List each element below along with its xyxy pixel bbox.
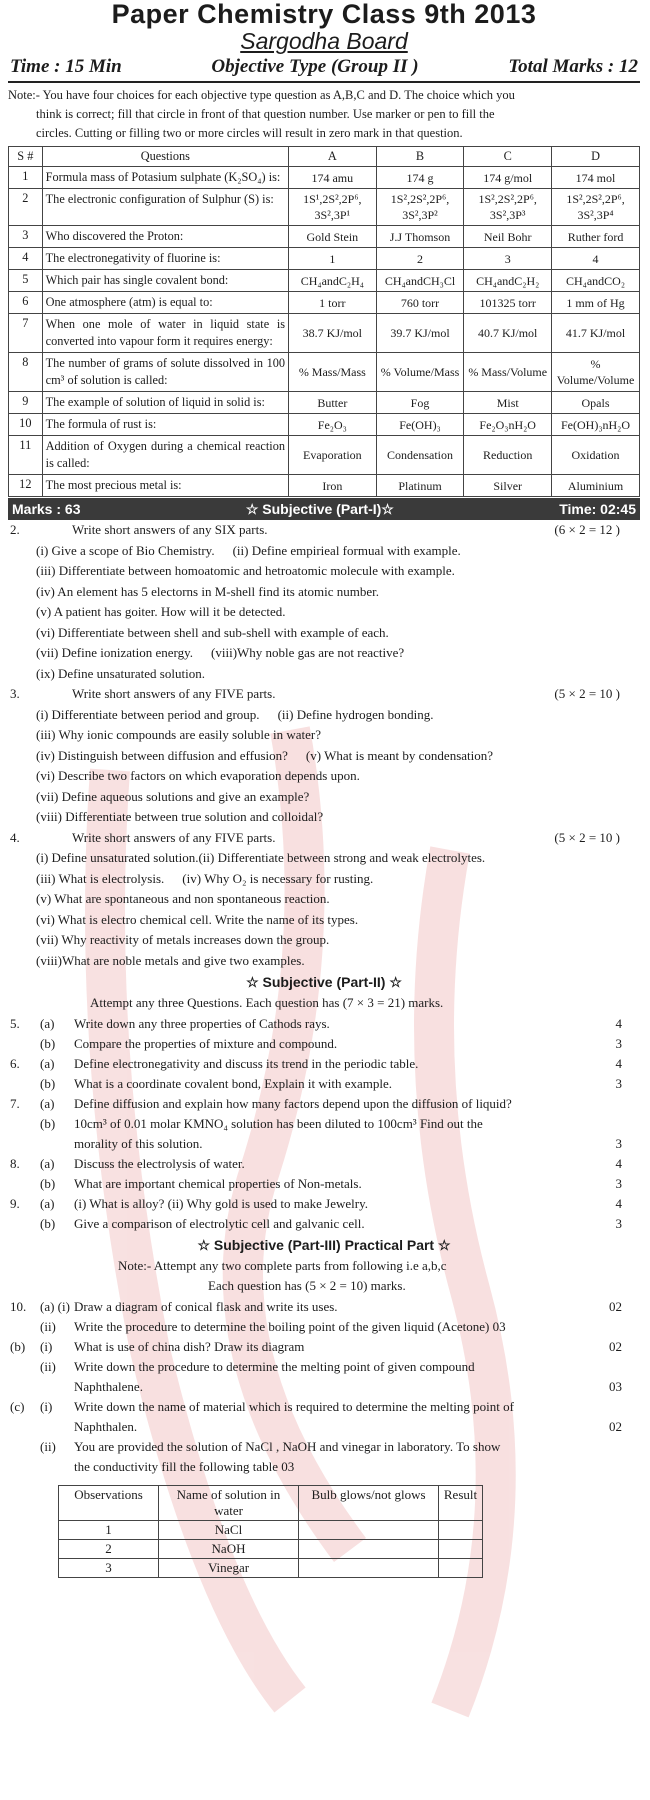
question-text: morality of this solution. — [74, 1135, 203, 1151]
question-sub: (a) — [40, 1015, 55, 1031]
question-number: 2. — [10, 522, 20, 537]
question-marks: 3 — [615, 1175, 622, 1191]
observation-number: 1 — [59, 1520, 159, 1539]
short-questions — [8, 520, 640, 971]
option-b: 174 g — [376, 167, 464, 189]
option-b: Fe(OH)₃ — [376, 414, 464, 436]
obs-col-header: Result — [439, 1485, 483, 1520]
question-text: 10cm³ of 0.01 molar KMNO₄ solution has been diluted to 100cm³ Find out the — [74, 1115, 483, 1131]
col-header: B — [376, 147, 464, 167]
option-c: 1S²,2S²,2P⁶, 3S²,3P³ — [464, 189, 552, 226]
short-question-part: (iv) An element has 5 electorns in M-shell find its atomic number. — [36, 583, 379, 599]
question-sub: (b) — [40, 1035, 56, 1051]
short-question-part: (iv) Distinguish between diffusion and effusion? — [36, 747, 288, 763]
total-marks: Total Marks : 12 — [508, 56, 638, 77]
subjective-part1-bar — [8, 498, 640, 520]
question-sub: (i) — [40, 1338, 53, 1354]
option-a: 38.7 KJ/mol — [289, 314, 377, 353]
option-b: 1S²,2S²,2P⁶, 3S²,3P² — [376, 189, 464, 226]
question-sub — [40, 1134, 74, 1154]
question-marks — [600, 1457, 640, 1477]
option-c: Neil Bohr — [464, 226, 552, 248]
short-question-part: (ii) Define hydrogen bonding. — [277, 706, 434, 722]
option-c: 174 g/mol — [464, 167, 552, 189]
option-a: 174 amu — [289, 167, 377, 189]
long-question-line — [8, 1034, 640, 1054]
question-sub: (a) — [40, 1155, 55, 1171]
question-marks: 02 — [609, 1298, 622, 1314]
option-a: Butter — [289, 392, 377, 414]
short-question-part: (iii) Why ionic compounds are easily soluble in water? — [36, 727, 321, 742]
question-sub: (b) — [40, 1215, 56, 1231]
objective-row — [9, 392, 640, 414]
short-question-part: (vii) Define aqueous solutions and give an example? — [36, 788, 310, 804]
option-a: Iron — [289, 475, 377, 497]
long-question-line — [8, 1337, 640, 1357]
short-question-line — [8, 787, 640, 808]
option-d: Oxidation — [552, 436, 640, 475]
short-question-header — [8, 684, 640, 705]
short-question-line — [8, 889, 640, 910]
short-question-line — [8, 807, 640, 828]
question-marks — [600, 1114, 640, 1134]
short-question-line — [8, 725, 640, 746]
question-text: The number of grams of solute dissolved in 100 cm³ of solution is called: — [42, 353, 288, 392]
objective-row — [9, 414, 640, 436]
question-text: When one mole of water in liquid state is converted into vapour form it requires energy: — [42, 314, 288, 353]
observation-row — [59, 1520, 483, 1539]
long-question-line — [8, 1457, 640, 1477]
question-marks: 3 — [615, 1135, 622, 1151]
long-question-line — [8, 1094, 640, 1114]
question-marks: (5 × 2 = 10 ) — [554, 829, 620, 845]
question-marks — [600, 1437, 640, 1457]
result-cell — [439, 1520, 483, 1539]
long-question-line — [8, 1174, 640, 1194]
short-question-part: (iii) Differentiate between homoatomic and hetroatomic molecule with example. — [36, 563, 455, 578]
short-question-part: (viii) Differentiate between true solution and colloidal? — [36, 809, 324, 824]
subjective-marks: Marks : 63 — [12, 501, 81, 517]
solution-name: Vinegar — [159, 1558, 299, 1577]
option-b: CH₄andCH₃Cl — [376, 270, 464, 292]
observation-header-row — [59, 1485, 483, 1520]
option-d: 4 — [552, 248, 640, 270]
objective-table — [8, 146, 640, 497]
result-cell — [439, 1558, 483, 1577]
short-question-line — [8, 910, 640, 931]
obs-col-header: Bulb glows/not glows — [299, 1485, 439, 1520]
objective-row — [9, 292, 640, 314]
short-question-line — [8, 602, 640, 623]
subjective-time: Time: 02:45 — [559, 501, 636, 517]
option-c: % Mass/Volume — [464, 353, 552, 392]
question-marks: 03 — [609, 1378, 622, 1394]
question-number: 10 — [9, 414, 43, 436]
question-number: 3 — [9, 226, 43, 248]
col-header: A — [289, 147, 377, 167]
question-text: One atmosphere (atm) is equal to: — [42, 292, 288, 314]
question-number: 5 — [9, 270, 43, 292]
option-c: 3 — [464, 248, 552, 270]
question-number: 6. — [10, 1055, 20, 1071]
short-question-line — [8, 766, 640, 787]
part2-title: ☆ Subjective (Part-II) ☆ — [246, 974, 402, 990]
short-question-part: (ii) Define empirieal formual with example. — [232, 542, 461, 558]
solution-name: NaOH — [159, 1539, 299, 1558]
observation-number: 2 — [59, 1539, 159, 1558]
option-d: Fe(OH)₃nH₂O — [552, 414, 640, 436]
question-marks — [600, 1397, 640, 1417]
observation-row — [59, 1539, 483, 1558]
short-question-line — [8, 705, 640, 726]
col-header: C — [464, 147, 552, 167]
question-text: Naphthalene. — [74, 1378, 143, 1394]
question-sub: (b) — [40, 1115, 56, 1131]
option-c: 40.7 KJ/mol — [464, 314, 552, 353]
option-d: 1 mm of Hg — [552, 292, 640, 314]
question-number: 4. — [10, 829, 20, 845]
option-b: Condensation — [376, 436, 464, 475]
part2-questions — [8, 1014, 640, 1234]
short-question-part: (ix) Define unsaturated solution. — [36, 665, 205, 681]
question-number — [8, 1417, 40, 1437]
question-instruction: Write short answers of any SIX parts. — [72, 522, 268, 537]
question-sub — [40, 1377, 74, 1397]
long-question-line — [8, 1054, 640, 1074]
option-d: Opals — [552, 392, 640, 414]
short-question-header — [8, 520, 640, 541]
question-sub: (a) — [40, 1055, 55, 1071]
question-number: 5. — [10, 1015, 20, 1031]
question-number: 9 — [9, 392, 43, 414]
long-question-line — [8, 1114, 640, 1134]
question-text: (i) What is alloy? (ii) Why gold is used to make Jewelry. — [74, 1195, 368, 1211]
part2-instruction: Attempt any three Questions. Each question has (7 × 3 = 21) marks. — [90, 995, 444, 1010]
question-sub: (a) — [40, 1095, 55, 1111]
option-a: 1 torr — [289, 292, 377, 314]
short-question-part: (iii) What is electrolysis. — [36, 870, 165, 886]
question-text: Formula mass of Potasium sulphate (K₂SO₄) is: — [42, 167, 288, 189]
question-marks: (5 × 2 = 10 ) — [554, 686, 620, 701]
solution-name: NaCl — [159, 1520, 299, 1539]
question-number — [8, 1317, 40, 1337]
short-question-line — [8, 643, 640, 664]
option-d: 41.7 KJ/mol — [552, 314, 640, 353]
long-question-line — [8, 1074, 640, 1094]
option-b: 39.7 KJ/mol — [376, 314, 464, 353]
long-question-line — [8, 1154, 640, 1174]
short-question-part: (i) Differentiate between period and group. — [36, 706, 260, 722]
col-header: S # — [9, 147, 43, 167]
question-text: Write the procedure to determine the boiling point of the given liquid (Acetone) 03 — [74, 1318, 506, 1334]
question-text: Give a comparison of electrolytic cell and galvanic cell. — [74, 1215, 365, 1231]
subjective-part1-title: ☆ Subjective (Part-I)☆ — [245, 500, 394, 517]
col-header: D — [552, 147, 640, 167]
observation-table — [58, 1485, 483, 1578]
objective-row — [9, 270, 640, 292]
part3-note: Note:- Attempt any two complete parts from following i.e a,b,c — [118, 1257, 447, 1273]
option-d: 1S²,2S²,2P⁶, 3S²,3P⁴ — [552, 189, 640, 226]
question-number: 4 — [9, 248, 43, 270]
question-sub: (ii) — [40, 1358, 56, 1374]
short-question-line — [8, 582, 640, 603]
question-sub: (b) — [40, 1175, 56, 1191]
question-text: What are important chemical properties of Non-metals. — [74, 1175, 362, 1191]
question-number: 11 — [9, 436, 43, 475]
question-text: Naphthalen. — [74, 1418, 138, 1434]
result-cell — [439, 1539, 483, 1558]
question-marks: 3 — [615, 1215, 622, 1231]
question-text: Which pair has single covalent bond: — [42, 270, 288, 292]
short-question-line — [8, 541, 640, 562]
paper-type: Objective Type (Group II ) — [211, 56, 419, 77]
question-number — [8, 1174, 40, 1194]
question-text: Write down the name of material which is required to determine the melting point of — [74, 1398, 514, 1414]
question-text: You are provided the solution of NaCl , NaOH and vinegar in laboratory. To show — [74, 1438, 501, 1454]
question-text: The example of solution of liquid in solid is: — [42, 392, 288, 414]
long-question-line — [8, 1317, 640, 1337]
option-d: Ruther ford — [552, 226, 640, 248]
short-question-part: (i) Define unsaturated solution.(ii) Differentiate between strong and weak electrolytes. — [36, 850, 486, 865]
bulb-cell — [299, 1558, 439, 1577]
question-marks — [600, 1317, 640, 1337]
objective-row — [9, 436, 640, 475]
bulb-cell — [299, 1539, 439, 1558]
question-number — [8, 1457, 40, 1477]
objective-row — [9, 314, 640, 353]
option-b: J.J Thomson — [376, 226, 464, 248]
objective-row — [9, 248, 640, 270]
option-c: Reduction — [464, 436, 552, 475]
note-line: think is correct; fill that circle in front of that question number. Use marker or pen to fill the — [36, 107, 495, 121]
question-text: What is a coordinate covalent bond, Explain it with example. — [74, 1075, 393, 1091]
question-text: Define electronegativity and discuss its trend in the periodic table. — [74, 1055, 419, 1071]
objective-row — [9, 189, 640, 226]
option-a: Evaporation — [289, 436, 377, 475]
observation-table-body — [59, 1520, 483, 1577]
question-marks: 02 — [609, 1338, 622, 1354]
option-c: 101325 torr — [464, 292, 552, 314]
question-number: 7 — [9, 314, 43, 353]
question-marks: 3 — [615, 1035, 622, 1051]
question-text: Addition of Oxygen during a chemical reaction is called: — [42, 436, 288, 475]
long-question-line — [8, 1397, 640, 1417]
question-text: the conductivity fill the following table 03 — [74, 1458, 295, 1474]
option-c: Fe₂O₃nH₂O — [464, 414, 552, 436]
question-text: Discuss the electrolysis of water. — [74, 1155, 245, 1171]
question-text: The electronegativity of fluorine is: — [42, 248, 288, 270]
question-marks — [600, 1094, 640, 1114]
observation-number: 3 — [59, 1558, 159, 1577]
question-number — [8, 1134, 40, 1154]
short-question-part: (vi) What is electro chemical cell. Write the name of its types. — [36, 911, 359, 927]
question-marks — [600, 1357, 640, 1377]
question-marks: 02 — [609, 1418, 622, 1434]
short-question-part: (viii)What are noble metals and give two examples. — [36, 952, 305, 968]
question-sub: (ii) — [40, 1438, 56, 1454]
short-question-line — [8, 869, 640, 890]
long-question-line — [8, 1437, 640, 1457]
question-number — [8, 1357, 40, 1377]
short-question-part: (vii) Why reactivity of metals increases down the group. — [36, 932, 330, 947]
question-sub: (b) — [40, 1075, 56, 1091]
question-number — [8, 1437, 40, 1457]
question-number — [8, 1214, 40, 1234]
board-name: Sargodha Board — [240, 28, 408, 54]
question-marks: 4 — [615, 1155, 622, 1171]
question-number — [8, 1377, 40, 1397]
question-marks: 4 — [615, 1055, 622, 1071]
short-question-part: (vi) Describe two factors on which evaporation depends upon. — [36, 768, 360, 783]
question-text: The most precious metal is: — [42, 475, 288, 497]
short-question-line — [8, 746, 640, 767]
part3-questions — [8, 1297, 640, 1477]
option-b: Platinum — [376, 475, 464, 497]
question-number — [8, 1074, 40, 1094]
question-number — [8, 1114, 40, 1134]
objective-header-row — [9, 147, 640, 167]
question-sub: (i) — [40, 1398, 53, 1414]
long-question-line — [8, 1297, 640, 1317]
option-a: CH₄andC₂H₄ — [289, 270, 377, 292]
short-question-part: (v) A patient has goiter. How will it be detected. — [36, 604, 286, 619]
long-question-line — [8, 1214, 640, 1234]
question-text: Compare the properties of mixture and compound. — [74, 1035, 338, 1051]
long-question-line — [8, 1357, 640, 1377]
objective-row — [9, 167, 640, 189]
long-question-line — [8, 1377, 640, 1397]
long-question-line — [8, 1194, 640, 1214]
note-line: circles. Cutting or filling two or more circles will result in zero mark in that question. — [36, 126, 463, 140]
col-header: Questions — [42, 147, 288, 167]
option-b: 760 torr — [376, 292, 464, 314]
question-sub — [40, 1457, 74, 1477]
option-a: Gold Stein — [289, 226, 377, 248]
question-sub: (a) (i) — [40, 1298, 70, 1314]
note-line: Note:- You have four choices for each objective type question as A,B,C and D. The choice which you — [8, 88, 515, 102]
long-question-line — [8, 1134, 640, 1154]
short-question-part: (i) Give a scope of Bio Chemistry. — [36, 542, 215, 558]
question-marks: (6 × 2 = 12 ) — [554, 522, 620, 537]
option-c: Silver — [464, 475, 552, 497]
objective-note — [8, 86, 640, 143]
option-a: 1 — [289, 248, 377, 270]
long-question-line — [8, 1417, 640, 1437]
question-number: 7. — [10, 1095, 20, 1111]
short-question-line — [8, 561, 640, 582]
option-b: Fog — [376, 392, 464, 414]
question-text: Write down the procedure to determine the melting point of given compound — [74, 1358, 475, 1374]
question-sub: (ii) — [40, 1318, 56, 1334]
short-question-line — [8, 623, 640, 644]
short-question-part: (iv) Why O₂ is necessary for rusting. — [182, 870, 374, 886]
option-d: 174 mol — [552, 167, 640, 189]
question-text: Write down any three properties of Cathods rays. — [74, 1015, 330, 1031]
option-d: Aluminium — [552, 475, 640, 497]
question-number: 1 — [9, 167, 43, 189]
question-text: The electronic configuration of Sulphur (S) is: — [42, 189, 288, 226]
question-marks: 4 — [615, 1015, 622, 1031]
option-d: % Volume/Volume — [552, 353, 640, 392]
question-number: (c) — [10, 1398, 25, 1414]
observation-row — [59, 1558, 483, 1577]
question-sub — [40, 1417, 74, 1437]
question-sub: (a) — [40, 1195, 55, 1211]
short-question-line — [8, 848, 640, 869]
option-b: 2 — [376, 248, 464, 270]
question-instruction: Write short answers of any FIVE parts. — [72, 686, 276, 701]
question-number: 12 — [9, 475, 43, 497]
question-marks: 3 — [615, 1075, 622, 1091]
paper-title: Paper Chemistry Class 9th 2013 — [111, 0, 537, 29]
question-number: 10. — [10, 1298, 27, 1314]
objective-row — [9, 353, 640, 392]
question-number: 8 — [9, 353, 43, 392]
part3-marks-note: Each question has (5 × 2 = 10) marks. — [208, 1278, 406, 1293]
short-question-part: (vii) Define ionization energy. — [36, 645, 194, 660]
option-a: % Mass/Mass — [289, 353, 377, 392]
short-question-part: (vi) Differentiate between shell and sub-shell with example of each. — [36, 624, 389, 640]
option-b: % Volume/Mass — [376, 353, 464, 392]
objective-table-body — [9, 167, 640, 497]
short-question-line — [8, 951, 640, 972]
question-text: The formula of rust is: — [42, 414, 288, 436]
objective-row — [9, 475, 640, 497]
short-question-part: (v) What is meant by condensation? — [305, 747, 494, 763]
question-instruction: Write short answers of any FIVE parts. — [72, 829, 276, 845]
part3-title: ☆ Subjective (Part-III) Practical Part ☆ — [197, 1236, 451, 1253]
question-text: Define diffusion and explain how many factors depend upon the diffusion of liquid? — [74, 1095, 512, 1111]
option-c: CH₄andC₂H₂ — [464, 270, 552, 292]
question-number: 3. — [10, 686, 20, 701]
option-d: CH₄andCO₂ — [552, 270, 640, 292]
question-marks: 4 — [615, 1195, 622, 1211]
question-number: 9. — [10, 1195, 20, 1211]
question-number: 8. — [10, 1155, 20, 1171]
short-question-header — [8, 828, 640, 849]
bulb-cell — [299, 1520, 439, 1539]
time-label: Time : 15 Min — [10, 56, 122, 77]
question-text: What is use of china dish? Draw its diagram — [74, 1338, 305, 1354]
long-question-line — [8, 1014, 640, 1034]
option-c: Mist — [464, 392, 552, 414]
question-number: (b) — [10, 1338, 26, 1354]
question-number: 6 — [9, 292, 43, 314]
obs-col-header: Name of solution in water — [159, 1485, 299, 1520]
short-question-line — [8, 664, 640, 685]
short-question-part: (viii)Why noble gas are not reactive? — [211, 645, 405, 660]
option-a: 1S¹,2S²,2P⁶, 3S²,3P¹ — [289, 189, 377, 226]
short-question-part: (v) What are spontaneous and non spontaneous reaction. — [36, 891, 330, 906]
question-text: Draw a diagram of conical flask and write its uses. — [74, 1298, 338, 1314]
question-number: 2 — [9, 189, 43, 226]
short-question-line — [8, 930, 640, 951]
obs-col-header: Observations — [59, 1485, 159, 1520]
option-a: Fe₂O₃ — [289, 414, 377, 436]
objective-row — [9, 226, 640, 248]
question-number — [8, 1034, 40, 1054]
paper-meta — [8, 54, 640, 83]
question-text: Who discovered the Proton: — [42, 226, 288, 248]
